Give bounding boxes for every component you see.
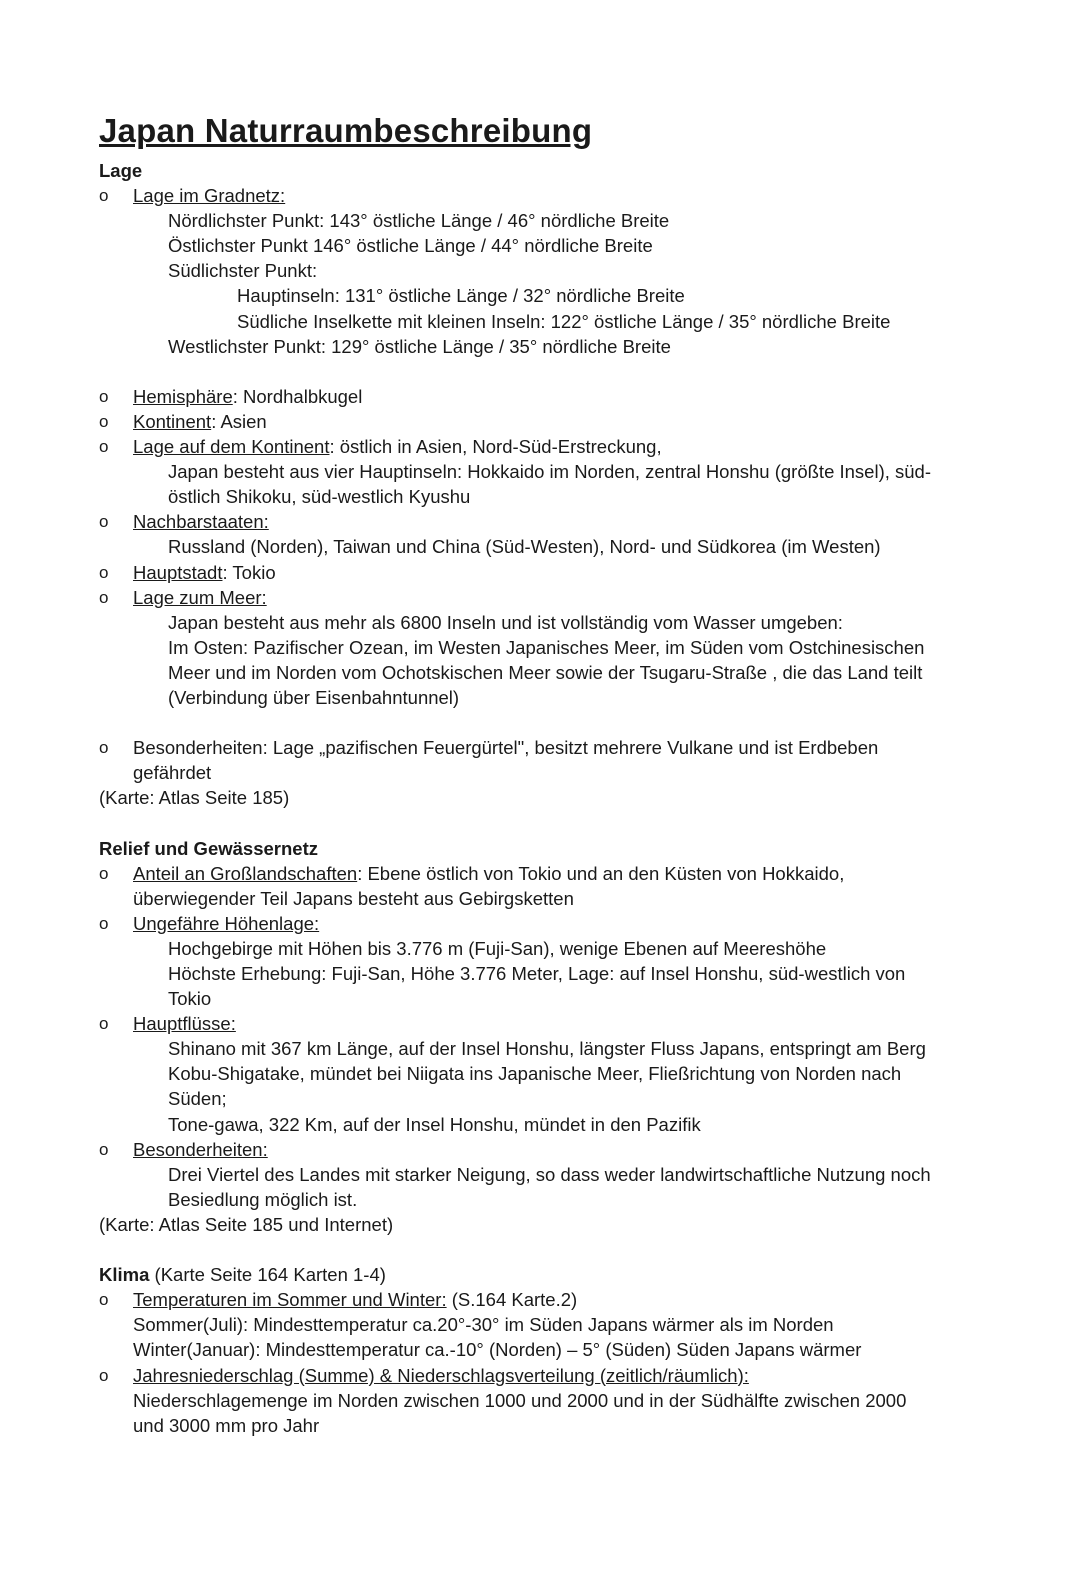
- text-line: überwiegender Teil Japans besteht aus Gebirgsketten: [133, 887, 574, 909]
- text-line: Russland (Norden), Taiwan und China (Süd-Westen), Nord- und Südkorea (im Westen): [168, 536, 881, 558]
- list-item-hauptfluesse: [99, 1011, 999, 1036]
- item-label: Hauptflüsse:: [133, 1013, 236, 1035]
- item-value: : Ebene östlich von Tokio und an den Küsten von Hokkaido,: [357, 862, 845, 884]
- text-line: Nördlichster Punkt: 143° östliche Länge / 46° nördliche Breite: [168, 210, 670, 232]
- map-reference: (Karte: Atlas Seite 185): [99, 787, 290, 809]
- text-line: Hochgebirge mit Höhen bis 3.776 m (Fuji-San), wenige Ebenen auf Meereshöhe: [168, 937, 827, 959]
- bullet: o: [99, 437, 109, 457]
- text-line: Westlichster Punkt: 129° östliche Länge / 35° nördliche Breite: [168, 335, 671, 357]
- bullet: o: [99, 863, 109, 883]
- item-label: Besonderheiten:: [133, 1138, 268, 1160]
- item-label: Lage zum Meer:: [133, 586, 267, 608]
- item-label: Ungefähre Höhenlage:: [133, 912, 320, 934]
- spacer: [99, 710, 999, 735]
- text-line: und 3000 mm pro Jahr: [133, 1414, 320, 1436]
- page-title: Japan Naturraumbeschreibung: [99, 112, 593, 149]
- bullet: o: [99, 913, 109, 933]
- text-line: Sommer(Juli): Mindesttemperatur ca.20°-30° im Süden Japans wärmer als im Norden: [133, 1314, 834, 1336]
- text-line: östlich Shikoku, süd-westlich Kyushu: [168, 486, 471, 508]
- list-item-temperaturen: [99, 1287, 999, 1312]
- text-line: Niederschlagemenge im Norden zwischen 1000 und 2000 und in der Südhälfte zwischen 2000: [133, 1389, 907, 1411]
- list-item-nachbarstaaten: [99, 509, 999, 534]
- text-line: Höchste Erhebung: Fuji-San, Höhe 3.776 Meter, Lage: auf Insel Honshu, süd-westlich von: [168, 963, 906, 984]
- text-line: gefährdet: [133, 762, 212, 784]
- text-line: Hauptinseln: 131° östliche Länge / 32° nördliche Breite: [237, 285, 685, 307]
- text-line: Kobu-Shigatake, mündet bei Niigata ins Japanische Meer, Fließrichtung von Norden nach: [168, 1063, 902, 1085]
- bullet: o: [99, 1290, 109, 1310]
- spacer: [99, 359, 999, 384]
- text-line: Süden;: [168, 1088, 227, 1110]
- text-line: Japan besteht aus vier Hauptinseln: Hokkaido im Norden, zentral Honshu (größte Insel), süd-: [168, 461, 931, 483]
- text-line: Südlichster Punkt:: [168, 260, 318, 282]
- item-label: Nachbarstaaten:: [133, 511, 269, 533]
- list-item-lage-meer: [99, 585, 999, 610]
- text-line: Meer und im Norden vom Ochotskischen Meer sowie der Tsugaru-Straße , die das Land teilt: [168, 661, 923, 683]
- list-item-kontinent: [99, 409, 999, 434]
- list-item-niederschlag: [99, 1363, 999, 1388]
- section-heading-relief: Relief und Gewässernetz: [99, 837, 318, 859]
- spacer: [99, 1237, 999, 1262]
- bullet: o: [99, 1014, 109, 1034]
- text-line: Tokio: [168, 988, 212, 1010]
- text-line: Winter(Januar): Mindesttemperatur ca.-10° (Norden) – 5° (Süden) Süden Japans wärmer: [133, 1339, 862, 1361]
- item-label: Lage im Gradnetz:: [133, 185, 286, 207]
- section-heading-lage: Lage: [99, 160, 143, 181]
- list-item-hoehenlage: [99, 911, 999, 936]
- item-label: Hauptstadt: [133, 561, 223, 583]
- item-value: : Tokio: [222, 561, 276, 583]
- item-note: (S.164 Karte.2): [446, 1289, 578, 1311]
- bullet: o: [99, 738, 109, 758]
- section-heading-klima: [99, 1262, 999, 1287]
- item-value: : Nordhalbkugel: [232, 385, 363, 407]
- heading-note: (Karte Seite 164 Karten 1-4): [149, 1264, 386, 1286]
- item-text: Besonderheiten: Lage „pazifischen Feuergürtel", besitzt mehrere Vulkane und ist Erdbeben: [133, 737, 879, 759]
- text-line: (Verbindung über Eisenbahntunnel): [168, 686, 460, 708]
- map-reference: (Karte: Atlas Seite 185 und Internet): [99, 1213, 394, 1235]
- item-value: : östlich in Asien, Nord-Süd-Erstreckung,: [329, 436, 662, 458]
- item-label: Lage auf dem Kontinent: [133, 436, 330, 458]
- item-label: Hemisphäre: [133, 385, 233, 407]
- text-line: Im Osten: Pazifischer Ozean, im Westen Japanisches Meer, im Süden vom Ostchinesischen: [168, 636, 925, 658]
- bullet: o: [99, 186, 109, 206]
- item-label: Kontinent: [133, 410, 212, 432]
- list-item-besonderheiten-relief: [99, 1137, 999, 1162]
- item-value: : Asien: [211, 410, 267, 432]
- bullet: o: [99, 562, 109, 582]
- list-item-hauptstadt: [99, 560, 999, 585]
- text-line: Besiedlung möglich ist.: [168, 1188, 358, 1210]
- bullet: o: [99, 411, 109, 431]
- document-page: [99, 108, 999, 1438]
- text-line: Shinano mit 367 km Länge, auf der Insel Honshu, längster Fluss Japans, entspringt am Berg: [168, 1038, 926, 1060]
- bullet: o: [99, 512, 109, 532]
- list-item-lage-kontinent: [99, 434, 999, 459]
- text-line: Tone-gawa, 322 Km, auf der Insel Honshu, mündet in den Pazifik: [168, 1113, 701, 1135]
- text-line: Drei Viertel des Landes mit starker Neigung, so dass weder landwirtschaftliche Nutzung noch: [168, 1163, 931, 1185]
- spacer: [99, 810, 999, 835]
- list-item-gradnetz: [99, 183, 999, 208]
- text-line: Südliche Inselkette mit kleinen Inseln: 122° östliche Länge / 35° nördliche Breite: [237, 310, 891, 332]
- bullet: o: [99, 1139, 109, 1159]
- text-line: Östlichster Punkt 146° östliche Länge / 44° nördliche Breite: [168, 235, 653, 257]
- bullet: o: [99, 386, 109, 406]
- item-label: Anteil an Großlandschaften: [133, 862, 358, 884]
- bullet: o: [99, 587, 109, 607]
- list-item-grosslandschaften: [99, 861, 999, 886]
- bullet: o: [99, 1365, 109, 1385]
- text-line: Japan besteht aus mehr als 6800 Inseln und ist vollständig vom Wasser umgeben:: [168, 611, 843, 633]
- list-item-besonderheiten: [99, 735, 999, 760]
- list-item-hemisphaere: [99, 384, 999, 409]
- heading-label: Klima: [99, 1264, 150, 1286]
- item-label: Jahresniederschlag (Summe) & Niederschlagsverteilung (zeitlich/räumlich):: [133, 1364, 749, 1386]
- item-label: Temperaturen im Sommer und Winter:: [133, 1289, 447, 1311]
